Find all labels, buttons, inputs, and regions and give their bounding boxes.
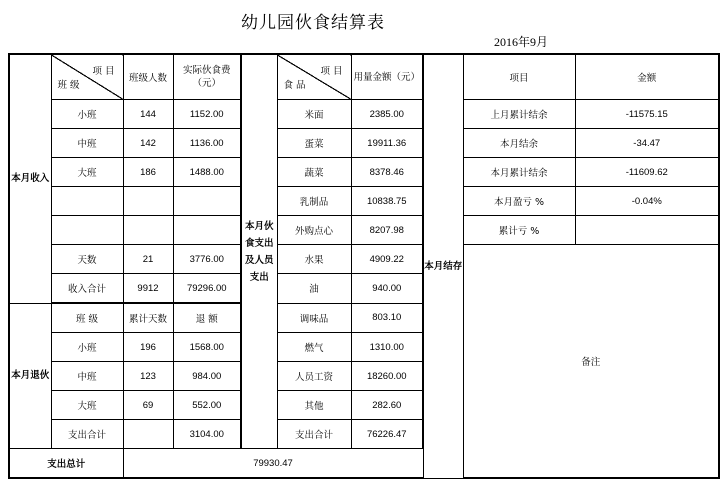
income-header-class: 班 级 (57, 80, 80, 91)
income-row-count: 142 (123, 129, 173, 158)
expense-header-corner (277, 54, 351, 100)
expense-row-name: 外购点心 (277, 216, 351, 245)
refund-row-amount: 552.00 (173, 391, 241, 420)
balance-row-name: 本月盈亏 % (463, 187, 575, 216)
balance-row-amount: -11609.62 (575, 158, 719, 187)
refund-header-days: 累计天数 (123, 303, 173, 333)
income-row-count (123, 187, 173, 216)
balance-row-name: 本月累计结余 (463, 158, 575, 187)
total-label: 支出总计 (9, 449, 123, 479)
expense-row-amount: 76226.47 (351, 420, 423, 449)
refund-row-days: 69 (123, 391, 173, 420)
income-row-name: 大班 (51, 158, 123, 187)
refund-row-name: 支出合计 (51, 420, 123, 449)
total-value: 79930.47 (123, 449, 423, 479)
income-header-count: 班级人数 (123, 54, 173, 100)
income-row-name (51, 187, 123, 216)
income-row-name: 收入合计 (51, 274, 123, 304)
income-row-fee: 3776.00 (173, 245, 241, 274)
expense-header-food: 食 品 (283, 80, 306, 91)
expense-row-name: 燃气 (277, 333, 351, 362)
income-row-count: 186 (123, 158, 173, 187)
refund-row-name: 大班 (51, 391, 123, 420)
expense-row-amount: 8378.46 (351, 158, 423, 187)
expense-row-name: 油 (277, 274, 351, 304)
income-row-name (51, 216, 123, 245)
refund-row-amount: 984.00 (173, 362, 241, 391)
income-row-count: 9912 (123, 274, 173, 304)
expense-section-label: 本月伙食支出及人员支出 (241, 54, 277, 449)
income-row-fee: 79296.00 (173, 274, 241, 304)
income-row-count: 21 (123, 245, 173, 274)
balance-row-name: 本月结余 (463, 129, 575, 158)
income-row-fee: 1488.00 (173, 158, 241, 187)
income-row-count: 144 (123, 100, 173, 129)
balance-row-amount (575, 216, 719, 245)
income-header-corner (51, 54, 123, 100)
refund-row-days: 196 (123, 333, 173, 362)
page-title: 幼儿园伙食结算表 (241, 13, 385, 33)
expense-row-name: 蛋菜 (277, 129, 351, 158)
refund-row-days (123, 420, 173, 449)
expense-row-name: 调味品 (277, 303, 351, 333)
expense-row-amount: 940.00 (351, 274, 423, 304)
income-row-fee: 1152.00 (173, 100, 241, 129)
expense-row-amount: 1310.00 (351, 333, 423, 362)
income-row-fee (173, 187, 241, 216)
expense-row-name: 米面 (277, 100, 351, 129)
balance-row-amount: -11575.15 (575, 100, 719, 129)
refund-header-class: 班 级 (51, 303, 123, 333)
balance-row-name: 上月累计结余 (463, 100, 575, 129)
expense-row-amount: 282.60 (351, 391, 423, 420)
expense-row-amount: 19911.36 (351, 129, 423, 158)
refund-row-name: 小班 (51, 333, 123, 362)
refund-header-amount: 退 额 (173, 303, 241, 333)
balance-row-amount: -34.47 (575, 129, 719, 158)
balance-header-amount: 金额 (575, 54, 719, 100)
expense-row-name: 水果 (277, 245, 351, 274)
expense-row-amount: 8207.98 (351, 216, 423, 245)
expense-row-amount: 4909.22 (351, 245, 423, 274)
remark-cell: 备注 (463, 245, 719, 479)
income-row-name: 中班 (51, 129, 123, 158)
balance-row-amount: -0.04% (575, 187, 719, 216)
expense-header-amount: 用量金额（元） (351, 54, 423, 100)
income-row-name: 天数 (51, 245, 123, 274)
expense-row-name: 人员工资 (277, 362, 351, 391)
expense-header-item: 项 目 (320, 66, 343, 77)
balance-section-label: 本月结存 (423, 54, 463, 478)
income-row-count (123, 216, 173, 245)
expense-row-name: 支出合计 (277, 420, 351, 449)
balance-row-name: 累计亏 % (463, 216, 575, 245)
expense-row-amount: 10838.75 (351, 187, 423, 216)
income-section-label: 本月收入 (9, 54, 51, 303)
income-row-fee (173, 216, 241, 245)
refund-row-days: 123 (123, 362, 173, 391)
income-row-name: 小班 (51, 100, 123, 129)
expense-row-amount: 2385.00 (351, 100, 423, 129)
expense-row-name: 乳制品 (277, 187, 351, 216)
refund-row-amount: 3104.00 (173, 420, 241, 449)
balance-header-item: 项目 (463, 54, 575, 100)
income-header-item: 项 目 (92, 66, 115, 77)
expense-row-amount: 18260.00 (351, 362, 423, 391)
expense-row-amount: 803.10 (351, 303, 423, 333)
refund-row-amount: 1568.00 (173, 333, 241, 362)
expense-row-name: 蔬菜 (277, 158, 351, 187)
refund-row-name: 中班 (51, 362, 123, 391)
refund-section-label: 本月退伙 (9, 303, 51, 449)
income-header-fee: 实际伙食费（元） (173, 54, 241, 100)
income-row-fee: 1136.00 (173, 129, 241, 158)
expense-row-name: 其他 (277, 391, 351, 420)
settlement-table (8, 53, 720, 479)
report-date: 2016年9月 (494, 35, 549, 49)
